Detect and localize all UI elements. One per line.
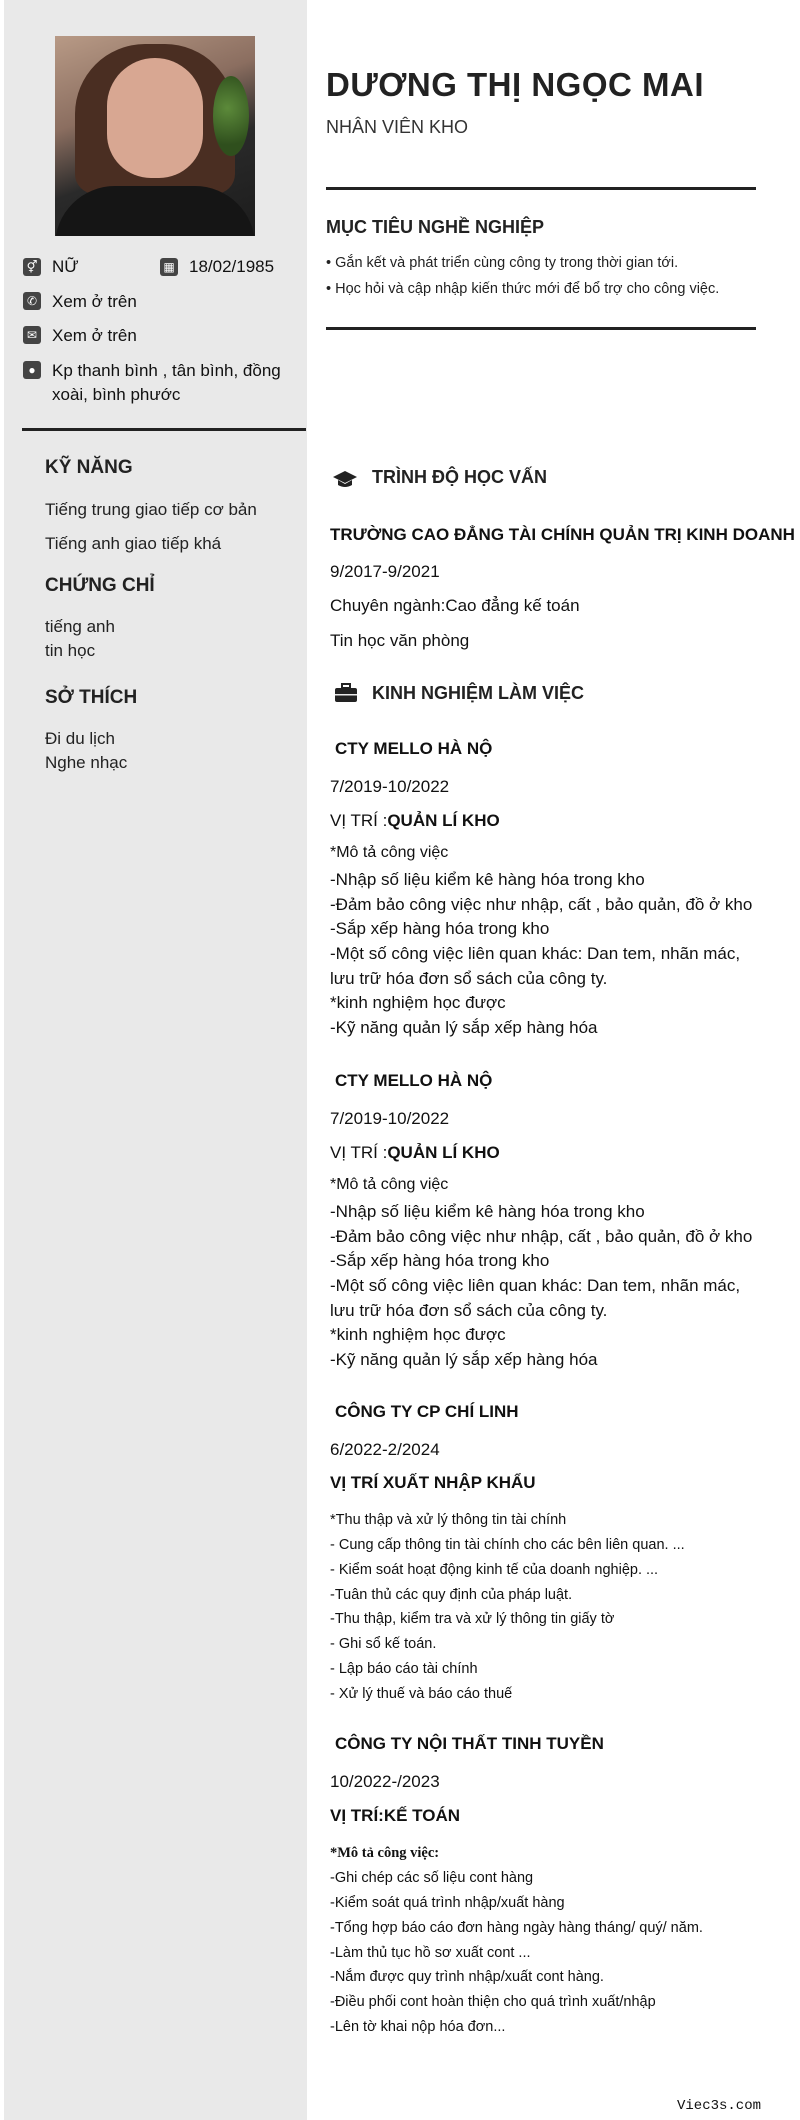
divider [326,327,756,330]
phone-text: Xem ở trên [52,292,137,311]
job-detail: - Ghi sổ kế toán. [330,1636,437,1652]
gender-icon: ⚥ [23,258,41,276]
footer-watermark[interactable]: Viec3s.com [677,2098,762,2114]
school-name: TRƯỜNG CAO ĐẲNG TÀI CHÍNH QUẢN TRỊ KINH DOANH [330,525,795,544]
company-name: CÔNG TY NỘI THẤT TINH TUYỀN [335,1734,604,1753]
job-period: 7/2019-10/2022 [330,1109,450,1128]
company-name: CTY MELLO HÀ NỘ [335,1071,493,1090]
graduation-cap-icon [332,469,358,489]
job-detail: lưu trữ hóa đơn sổ sách của công ty. [330,1301,608,1320]
certificate-item: tiếng anh [45,617,115,636]
job-detail: - Kiểm soát hoạt động kinh tế của doanh nghiệp. ... [330,1562,659,1578]
sidebar [4,0,307,2120]
candidate-name: DƯƠNG THỊ NGỌC MAI [326,66,705,103]
job-position: VỊ TRÍ:KẾ TOÁN [330,1806,461,1825]
education-period: 9/2017-9/2021 [330,562,440,581]
job-detail: *kinh nghiệm học được [330,993,506,1012]
job-detail: -Kỹ năng quản lý sắp xếp hàng hóa [330,1018,598,1037]
job-title: NHÂN VIÊN KHO [326,117,469,137]
phone-icon: ✆ [23,292,41,310]
job-detail: -Sắp xếp hàng hóa trong kho [330,919,550,938]
email-icon: ✉ [23,326,41,344]
objective-item: • Gắn kết và phát triển cùng công ty trong thời gian tới. [326,255,679,271]
hobby-item: Đi du lịch [45,729,115,748]
hobbies-heading: SỞ THÍCH [45,687,138,708]
job-detail: - Cung cấp thông tin tài chính cho các bên liên quan. ... [330,1537,685,1553]
job-detail: -Ghi chép các số liệu cont hàng [330,1870,534,1886]
education-heading: TRÌNH ĐỘ HỌC VẤN [372,467,547,487]
job-detail: -Làm thủ tục hồ sơ xuất cont ... [330,1945,531,1961]
job-period: 10/2022-/2023 [330,1772,440,1791]
job-detail: -Đảm bảo công việc như nhập, cất , bảo quản, đồ ở kho [330,1227,753,1246]
objective-heading: MỤC TIÊU NGHỀ NGHIỆP [326,217,545,237]
education-extra: Tin học văn phòng [330,631,470,650]
job-detail: -Nhập số liệu kiểm kê hàng hóa trong kho [330,870,645,889]
gender-text: NỮ [52,257,79,276]
job-detail: -Một số công việc liên quan khác: Dan tem, nhãn mác, [330,944,741,963]
birthday-text: 18/02/1985 [189,257,275,276]
experience-heading: KINH NGHIỆM LÀM VIỆC [372,683,585,703]
job-detail: -Tuân thủ các quy định của pháp luật. [330,1587,573,1603]
job-detail: *Mô tả công việc [330,844,449,861]
company-name: CTY MELLO HÀ NỘ [335,739,493,758]
job-detail: *Mô tả công việc [330,1176,449,1193]
company-name: CÔNG TY CP CHÍ LINH [335,1402,519,1421]
job-detail: -Nắm được quy trình nhập/xuất cont hàng. [330,1969,604,1985]
job-period: 7/2019-10/2022 [330,777,450,796]
job-detail: -Lên tờ khai nộp hóa đơn... [330,2019,506,2035]
skill-item: Tiếng anh giao tiếp khá [45,534,222,553]
job-detail: -Thu thập, kiểm tra và xử lý thông tin giấy tờ [330,1611,615,1627]
job-detail: -Đảm bảo công việc như nhập, cất , bảo quản, đồ ở kho [330,895,753,914]
certificate-item: tin học [45,641,96,660]
job-detail: - Lập báo cáo tài chính [330,1661,478,1677]
education-major: Chuyên ngành:Cao đẳng kế toán [330,596,580,615]
job-detail: -Điều phối cont hoàn thiện cho quá trình xuất/nhập [330,1994,656,2010]
skills-heading: KỸ NĂNG [45,457,133,478]
job-detail: *Mô tả công việc: [330,1845,440,1861]
avatar [55,36,255,236]
job-detail: -Một số công việc liên quan khác: Dan tem, nhãn mác, [330,1276,741,1295]
calendar-icon: ▦ [160,258,178,276]
job-position: VỊ TRÍ :QUẢN LÍ KHO [330,811,500,830]
job-position: VỊ TRÍ XUẤT NHẬP KHẨU [330,1473,536,1492]
job-detail: -Kỹ năng quản lý sắp xếp hàng hóa [330,1350,598,1369]
skill-item: Tiếng trung giao tiếp cơ bản [45,500,257,519]
briefcase-icon [333,683,359,703]
job-detail: -Kiểm soát quá trình nhập/xuất hàng [330,1895,565,1911]
hobby-item: Nghe nhạc [45,753,128,772]
job-detail: lưu trữ hóa đơn sổ sách của công ty. [330,969,608,988]
address-text: Kp thanh bình , tân bình, đồng xoài, bình phước [52,361,281,404]
job-detail: -Nhập số liệu kiểm kê hàng hóa trong kho [330,1202,645,1221]
job-detail: *kinh nghiệm học được [330,1325,506,1344]
job-detail: -Sắp xếp hàng hóa trong kho [330,1251,550,1270]
divider [326,187,756,190]
email-text: Xem ở trên [52,326,137,345]
job-position: VỊ TRÍ :QUẢN LÍ KHO [330,1143,500,1162]
job-detail: -Tổng hợp báo cáo đơn hàng ngày hàng tháng/ quý/ năm. [330,1920,703,1936]
job-detail: - Xử lý thuế và báo cáo thuế [330,1686,513,1702]
location-icon: ● [23,361,41,379]
objective-item: • Học hỏi và cập nhập kiến thức mới để bổ trợ cho công việc. [326,281,720,297]
job-detail: *Thu thập và xử lý thông tin tài chính [330,1512,567,1528]
job-period: 6/2022-2/2024 [330,1440,440,1459]
sidebar-divider [22,428,306,431]
certificates-heading: CHỨNG CHỈ [45,575,155,596]
